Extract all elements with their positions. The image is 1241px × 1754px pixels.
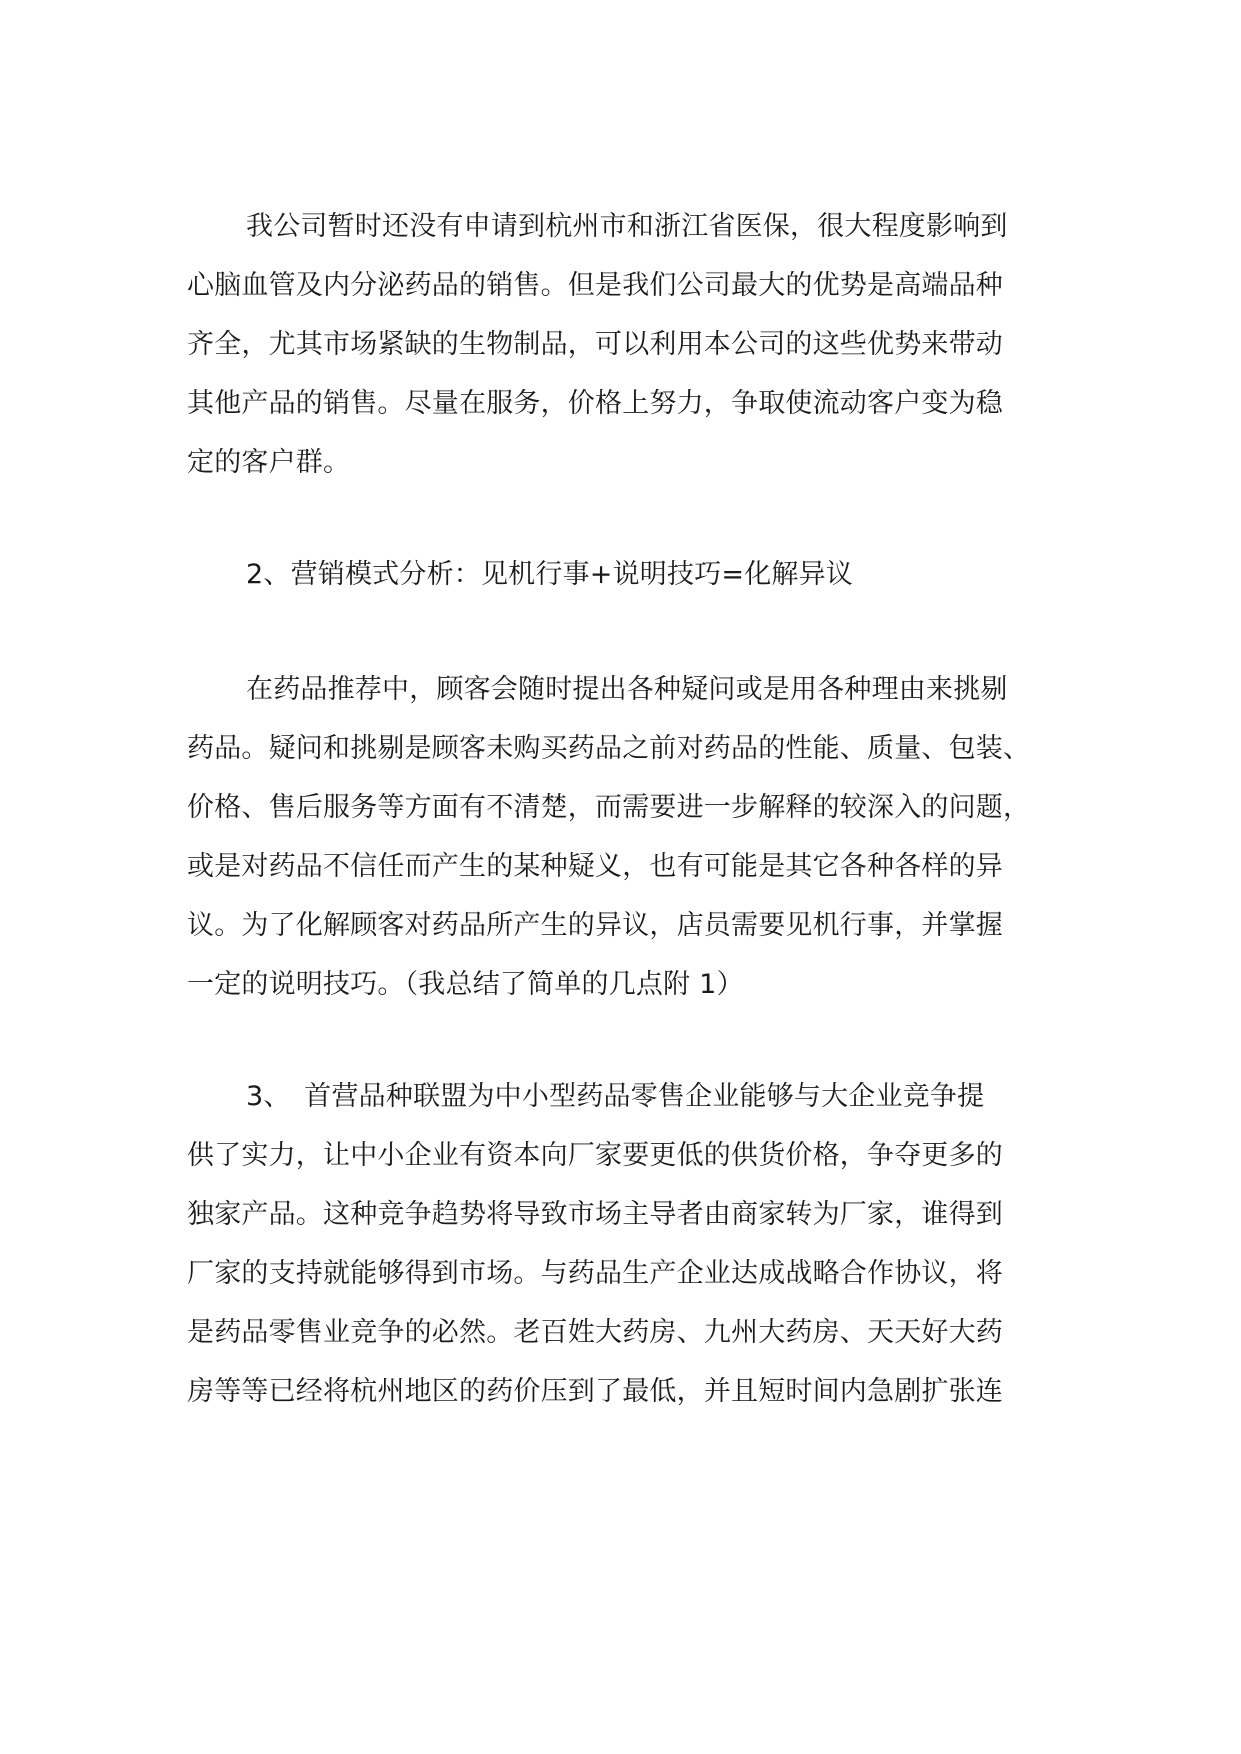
paragraph-4-line-5: 是药品零售业竞争的必然。老百姓大药房、九州大药房、天天好大药 <box>187 1317 1003 1348</box>
paragraph-3-line-1: 在药品推荐中，顾客会随时提出各种疑问或是用各种理由来挑剔 <box>246 674 1008 705</box>
paragraph-3-line-4: 或是对药品不信任而产生的某种疑义，也有可能是其它各种各样的异 <box>187 851 1003 882</box>
paragraph-3-line-3: 价格、售后服务等方面有不清楚，而需要进一步解释的较深入的问题， <box>187 792 1031 823</box>
paragraph-1-line-1: 我公司暂时还没有申请到杭州市和浙江省医保，很大程度影响到 <box>246 211 1008 242</box>
paragraph-3-line-2: 药品。疑问和挑剔是顾客未购买药品之前对药品的性能、质量、包装、 <box>187 733 1031 764</box>
paragraph-4-line-2: 供了实力，让中小企业有资本向厂家要更低的供货价格，争夺更多的 <box>187 1140 1003 1171</box>
paragraph-1-line-4: 其他产品的销售。尽量在服务，价格上努力，争取使流动客户变为稳 <box>187 388 1003 419</box>
paragraph-3-line-5: 议。为了化解顾客对药品所产生的异议，店员需要见机行事，并掌握 <box>187 910 1003 941</box>
section-heading-2: 2、营销模式分析：见机行事+说明技巧=化解异议 <box>246 559 854 590</box>
paragraph-1-line-2: 心脑血管及内分泌药品的销售。但是我们公司最大的优势是高端品种 <box>187 270 1003 301</box>
paragraph-1-line-3: 齐全，尤其市场紧缺的生物制品，可以利用本公司的这些优势来带动 <box>187 329 1003 360</box>
paragraph-4-line-1: 3、 首营品种联盟为中小型药品零售企业能够与大企业竞争提 <box>246 1081 985 1112</box>
paragraph-4-line-6: 房等等已经将杭州地区的药价压到了最低，并且短时间内急剧扩张连 <box>187 1376 1003 1407</box>
paragraph-1-line-5: 定的客户群。 <box>187 447 351 478</box>
paragraph-4-line-3: 独家产品。这种竞争趋势将导致市场主导者由商家转为厂家，谁得到 <box>187 1199 1003 1230</box>
paragraph-3-line-6: 一定的说明技巧。（我总结了简单的几点附 1） <box>187 969 744 1000</box>
paragraph-4-line-4: 厂家的支持就能够得到市场。与药品生产企业达成战略合作协议，将 <box>187 1258 1003 1289</box>
